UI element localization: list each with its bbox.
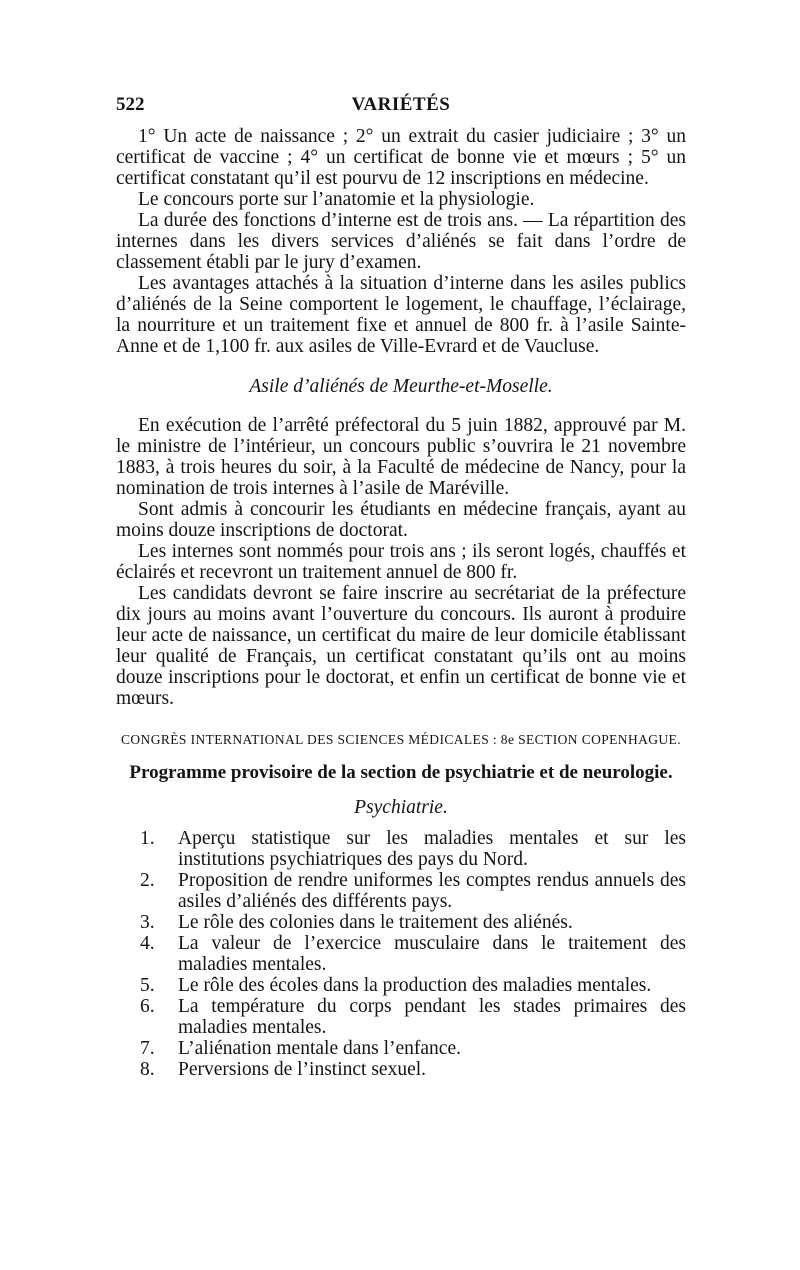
program-list xyxy=(116,828,686,1080)
section-title-congres: CONGRÈS INTERNATIONAL DES SCIENCES MÉDICALES : 8e SECTION COPENHAGUE. xyxy=(121,732,681,747)
running-head: VARIÉTÉS xyxy=(351,94,451,115)
item-text: La température du corps pendant les stades primaires des maladies mentales. xyxy=(178,996,686,1038)
item-number: 6. xyxy=(140,996,155,1017)
paragraph: En exécution de l’arrêté préfectoral du 5 juin 1882, approuvé par M. le ministre de l’intérieur, un concours public s’ouvrira le 21 novembre 1883, à trois heures du soir, à la Faculté de médecine de Nancy, pour la nomination de trois internes à l’asile de Maréville. xyxy=(116,415,686,499)
page-body xyxy=(116,126,686,1080)
paragraph: Les avantages attachés à la situation d’interne dans les asiles publics d’aliénés de la Seine comportent le logement, le chauffage, l’éclairage, la nourriture et un traitement fixe et annuel de 800 fr. à l’asile Sainte-Anne et de 1,100 fr. aux asiles de Ville-Evrard et de Vaucluse. xyxy=(116,273,686,357)
item-number: 5. xyxy=(140,975,155,996)
item-number: 1. xyxy=(140,828,155,849)
paragraph: Les internes sont nommés pour trois ans ; ils seront logés, chauffés et éclairés et recevront un traitement annuel de 800 fr. xyxy=(116,541,686,583)
list-item xyxy=(116,975,686,996)
page-number: 522 xyxy=(116,94,145,115)
item-number: 7. xyxy=(140,1038,155,1059)
item-text: L’aliénation mentale dans l’enfance. xyxy=(178,1038,461,1059)
list-item xyxy=(116,1038,686,1059)
item-text: Aperçu statistique sur les maladies mentales et sur les institutions psychiatriques des pays du Nord. xyxy=(178,828,686,870)
paragraph: Le concours porte sur l’anatomie et la physiologie. xyxy=(138,189,535,210)
item-number: 4. xyxy=(140,933,155,954)
item-text: La valeur de l’exercice musculaire dans le traitement des maladies mentales. xyxy=(178,933,686,975)
list-item xyxy=(116,996,686,1038)
list-item xyxy=(116,933,686,975)
paragraph: La durée des fonctions d’interne est de trois ans. — La répartition des internes dans les divers services d’aliénés se fait dans l’ordre de classement établi par le jury d’examen. xyxy=(116,210,686,273)
item-number: 2. xyxy=(140,870,155,891)
list-item xyxy=(116,828,686,870)
item-text: Perversions de l’instinct sexuel. xyxy=(178,1059,427,1080)
page-header xyxy=(116,94,686,118)
program-title: Programme provisoire de la section de psychiatrie et de neurologie. xyxy=(129,762,673,783)
subtitle-psychiatrie: Psychiatrie. xyxy=(354,797,448,818)
item-text: Le rôle des colonies dans le traitement des aliénés. xyxy=(178,912,573,933)
item-text: Proposition de rendre uniformes les comptes rendus annuels des asiles d’aliénés des différents pays. xyxy=(178,870,686,912)
item-number: 8. xyxy=(140,1059,155,1080)
list-item xyxy=(116,870,686,912)
list-item xyxy=(116,1059,686,1080)
paragraph: 1° Un acte de naissance ; 2° un extrait du casier judiciaire ; 3° un certificat de vaccine ; 4° un certificat de bonne vie et mœurs ; 5° un certificat constatant qu’il est pourvu de 12 inscriptions en médecine. xyxy=(116,126,686,189)
list-item xyxy=(116,912,686,933)
section-title-meurthe: Asile d’aliénés de Meurthe-et-Moselle. xyxy=(249,376,553,397)
item-text: Le rôle des écoles dans la production des maladies mentales. xyxy=(178,975,652,996)
paragraph: Sont admis à concourir les étudiants en médecine français, ayant au moins douze inscriptions de doctorat. xyxy=(116,499,686,541)
paragraph: Les candidats devront se faire inscrire au secrétariat de la préfecture dix jours au moins avant l’ouverture du concours. Ils auront à produire leur acte de naissance, un certificat du maire de leur domicile établissant leur qualité de Français, un certificat constatant qu’ils ont au moins douze inscriptions pour le doctorat, et enfin un certificat de bonne vie et mœurs. xyxy=(116,583,686,709)
item-number: 3. xyxy=(140,912,155,933)
